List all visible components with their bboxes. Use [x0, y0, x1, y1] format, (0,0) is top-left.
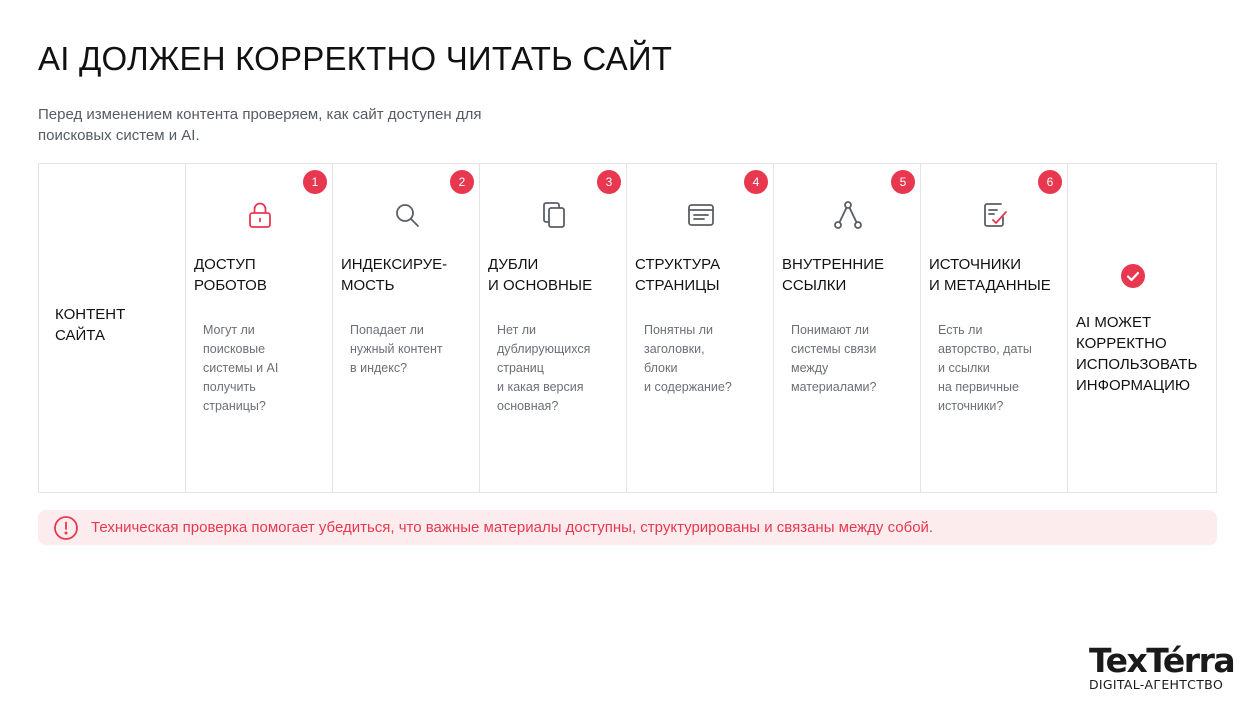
page-subtitle: Перед изменением контента проверяем, как сайт доступен для поисковых систем и AI.	[38, 106, 482, 144]
brand-tagline: DIGITAL-АГЕНТСТВО	[1089, 677, 1224, 692]
step-description: Есть ли авторство, даты и ссылки на первичные источники?	[938, 323, 1032, 413]
step-number-badge: 2	[450, 170, 474, 194]
notice-banner	[38, 510, 1217, 545]
flow-result-label: AI МОЖЕТ КОРРЕКТНО ИСПОЛЬЗОВАТЬ ИНФОРМАЦИЮ	[1076, 314, 1198, 394]
step-number-badge: 3	[597, 170, 621, 194]
brand-logo	[1089, 641, 1247, 692]
step-title: ДОСТУП РОБОТОВ	[194, 256, 267, 294]
step-title: ИСТОЧНИКИ И МЕТАДАННЫЕ	[929, 256, 1051, 294]
search-icon	[391, 199, 423, 231]
step-number-badge: 4	[744, 170, 768, 194]
alert-circle-icon	[53, 515, 79, 541]
step-description: Понимают ли системы связи между материалами?	[791, 323, 877, 394]
layout-icon	[685, 199, 717, 231]
step-card-indexability	[333, 164, 480, 492]
step-card-duplicates	[480, 164, 627, 492]
step-card-internal-links	[774, 164, 921, 492]
step-description: Нет ли дублирующихся страниц и какая версия основная?	[497, 323, 591, 413]
check-circle-icon	[1121, 264, 1145, 288]
brand-name: TexTérra	[1089, 641, 1235, 680]
step-title: ВНУТРЕННИЕ ССЫЛКИ	[782, 256, 884, 294]
flow-result-cell	[1068, 164, 1216, 492]
step-card-robots-access	[186, 164, 333, 492]
step-number-badge: 5	[891, 170, 915, 194]
notice-text: Техническая проверка помогает убедиться, что важные материалы доступны, структурированы и связаны между собой.	[91, 519, 934, 536]
network-icon	[832, 199, 864, 231]
step-card-sources-metadata	[921, 164, 1068, 492]
document-check-icon	[979, 199, 1011, 231]
check-flow-grid	[38, 163, 1217, 493]
step-title: ДУБЛИ И ОСНОВНЫЕ	[488, 256, 593, 294]
step-description: Понятны ли заголовки, блоки и содержание?	[644, 323, 732, 394]
page-title: AI ДОЛЖЕН КОРРЕКТНО ЧИТАТЬ САЙТ	[38, 40, 673, 77]
step-description: Попадает ли нужный контент в индекс?	[350, 323, 443, 375]
flow-start-cell	[39, 164, 186, 492]
step-description: Могут ли поисковые системы и AI получить страницы?	[203, 323, 279, 413]
step-card-page-structure	[627, 164, 774, 492]
lock-icon	[244, 199, 276, 231]
step-title: СТРУКТУРА СТРАНИЦЫ	[635, 256, 721, 294]
step-number-badge: 6	[1038, 170, 1062, 194]
flow-start-label: КОНТЕНТ САЙТА	[55, 306, 126, 344]
copy-icon	[538, 199, 570, 231]
step-number-badge: 1	[303, 170, 327, 194]
step-title: ИНДЕКСИРУЕ- МОСТЬ	[341, 256, 448, 294]
